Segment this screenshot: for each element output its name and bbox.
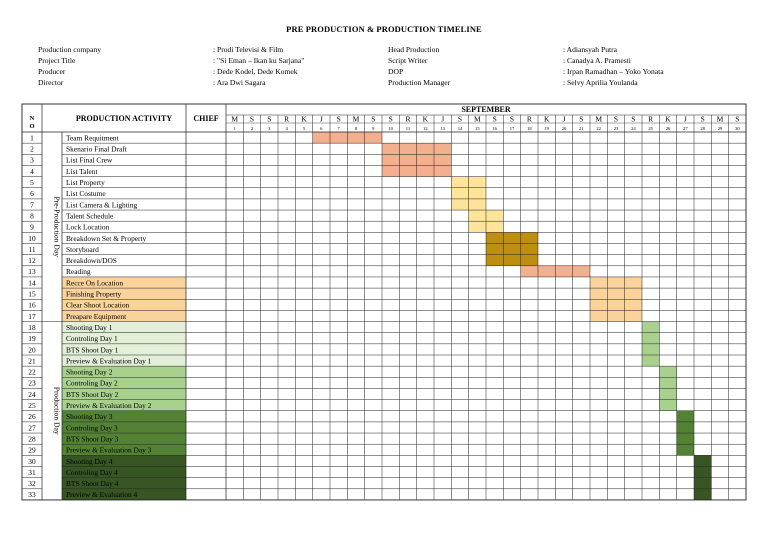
- phase-label-pre-production: Pre-Production Day: [52, 196, 62, 258]
- phase-label-production: Production Day: [52, 386, 62, 435]
- info-value: : Dede Kodel, Dede Komek: [213, 67, 298, 76]
- day-letter: R: [405, 114, 411, 124]
- activity-label: List Talent: [66, 166, 98, 176]
- day-number: 19: [544, 126, 549, 131]
- day-letter: S: [700, 114, 705, 124]
- row-number: 29: [28, 445, 36, 455]
- timeline-bar: [659, 366, 676, 377]
- activity-label: Shooting Day 3: [66, 412, 113, 422]
- day-letter: K: [543, 114, 550, 124]
- row-number: 9: [30, 222, 34, 232]
- day-letter: S: [249, 114, 255, 124]
- row-number: 28: [28, 434, 36, 444]
- activity-label: Storyboard: [66, 244, 99, 254]
- day-number: 1: [233, 126, 236, 131]
- day-number: 3: [268, 126, 271, 131]
- activity-label: Preview & Evaluation Day 3: [66, 445, 152, 455]
- row-number: 21: [28, 356, 36, 366]
- timeline-bar: [659, 400, 676, 411]
- timeline-bar: [659, 377, 676, 388]
- row-number: 31: [28, 467, 36, 477]
- day-letter: R: [284, 114, 290, 124]
- row-number: 33: [28, 490, 36, 500]
- row-number: 27: [28, 423, 36, 433]
- timeline-bar: [694, 489, 711, 500]
- day-letter: S: [509, 114, 515, 124]
- day-number: 23: [613, 126, 619, 131]
- day-number: 15: [475, 126, 480, 131]
- info-value: : Selvy Aprilia Youlanda: [563, 78, 638, 87]
- day-letter: R: [648, 114, 654, 124]
- activity-label: Finishing Property: [66, 289, 122, 299]
- row-number: 20: [28, 345, 36, 355]
- row-number: 4: [30, 166, 34, 176]
- timeline-bar: [677, 444, 694, 455]
- day-letter: J: [562, 114, 566, 124]
- month-header: SEPTEMBER: [461, 105, 511, 114]
- day-number: 11: [405, 126, 411, 131]
- day-number: 16: [492, 126, 497, 131]
- day-letter: S: [735, 114, 740, 124]
- row-number: 15: [28, 289, 36, 299]
- row-number: 11: [28, 244, 36, 254]
- day-letter: S: [267, 114, 272, 124]
- timeline-bar: [694, 478, 711, 489]
- day-number: 4: [285, 126, 288, 131]
- day-number: 9: [372, 126, 375, 131]
- activity-label: BTS Shoot Day 2: [66, 389, 119, 399]
- activity-header: PRODUCTION ACTIVITY: [75, 114, 173, 123]
- day-letter: S: [371, 114, 376, 124]
- day-number: 24: [631, 126, 636, 131]
- timeline-bar: [642, 322, 659, 333]
- row-number: 16: [28, 300, 36, 310]
- day-letter: J: [441, 114, 445, 124]
- day-number: 6: [320, 126, 323, 131]
- activity-label: Preview & Evaluation 4: [66, 490, 138, 500]
- day-number: 14: [457, 126, 463, 131]
- row-number: 23: [28, 378, 36, 388]
- document-title: PRE PRODUCTION & PRODUCTION TIMELINE: [286, 24, 482, 34]
- day-number: 29: [717, 126, 723, 131]
- activity-label: Preapare Equipment: [66, 311, 127, 321]
- activity-label: Team Requitment: [66, 133, 119, 143]
- row-number: 24: [28, 389, 36, 399]
- no-header: O: [29, 123, 35, 130]
- activity-label: Lock Location: [66, 222, 110, 232]
- row-number: 1: [30, 133, 34, 143]
- activity-label: Shooting Day 2: [66, 367, 113, 377]
- row-number: 26: [28, 412, 36, 422]
- day-number: 25: [648, 126, 653, 131]
- day-letter: R: [526, 114, 532, 124]
- day-letter: S: [336, 114, 341, 124]
- row-number: 25: [28, 401, 36, 410]
- day-number: 28: [700, 126, 705, 131]
- row-number: 6: [30, 189, 34, 199]
- timeline-bar: [677, 433, 694, 444]
- row-number: 10: [28, 233, 36, 243]
- activity-label: BTS Shoot Day 4: [66, 479, 119, 489]
- day-number: 27: [683, 126, 688, 131]
- row-number: 32: [28, 479, 36, 489]
- activity-label: List Property: [66, 178, 105, 187]
- activity-label: BTS Shoot Day 1: [66, 345, 119, 355]
- day-letter: M: [231, 114, 239, 124]
- day-letter: K: [665, 114, 671, 124]
- info-label: Production company: [38, 45, 102, 54]
- timeline-bar: [590, 288, 642, 299]
- activity-label: List Costume: [66, 189, 106, 199]
- day-letter: S: [388, 114, 393, 124]
- timeline-bar: [677, 411, 694, 422]
- day-number: 5: [302, 126, 306, 131]
- info-value: : Canadya A. Pramesti: [563, 56, 631, 65]
- row-number: 7: [30, 200, 34, 210]
- info-value: : Irpan Ramadhan – Yoko Yonata: [563, 67, 664, 76]
- row-number: 30: [28, 456, 36, 466]
- timeline-bar: [642, 344, 659, 355]
- day-letter: M: [352, 114, 360, 124]
- day-letter: K: [422, 114, 429, 124]
- timeline-bar: [486, 244, 538, 255]
- day-number: 30: [735, 126, 740, 131]
- timeline-bar: [694, 455, 711, 466]
- timeline-bar: [677, 422, 694, 433]
- row-number: 22: [28, 367, 36, 377]
- day-number: 22: [596, 126, 601, 131]
- row-number: 18: [28, 322, 36, 332]
- activity-label: Skenario Final Draft: [66, 144, 127, 154]
- day-number: 12: [423, 126, 428, 131]
- no-header: N: [29, 115, 35, 122]
- info-label: Head Production: [388, 45, 440, 54]
- day-number: 10: [388, 126, 393, 131]
- activity-label: Shooting Day 4: [66, 456, 113, 466]
- info-label: Project Title: [38, 56, 76, 65]
- activity-label: Controling Day 1: [66, 334, 118, 344]
- activity-label: Controling Day 2: [66, 378, 118, 388]
- row-number: 2: [30, 144, 34, 154]
- info-label: Script Writer: [388, 56, 428, 65]
- timeline-bar: [486, 232, 538, 243]
- activity-label: BTS Shoot Day 3: [66, 434, 119, 444]
- activity-label: Breakdown/DOS: [66, 256, 117, 266]
- activity-label: Reading: [66, 267, 91, 277]
- day-letter: J: [319, 114, 323, 124]
- day-letter: J: [683, 114, 687, 124]
- timeline-bar: [486, 255, 538, 266]
- row-number: 19: [28, 334, 36, 344]
- timeline-bar: [694, 467, 711, 478]
- row-number: 17: [28, 311, 36, 321]
- row-number: 12: [28, 256, 36, 266]
- activity-label: Breakdown Set & Property: [66, 233, 147, 243]
- info-value: : "Si Eman – Ikan ku Sarjana": [213, 56, 305, 65]
- day-number: 2: [250, 126, 254, 131]
- row-number: 13: [28, 267, 36, 277]
- activity-label: Shooting Day 1: [66, 322, 113, 332]
- day-letter: M: [716, 114, 724, 124]
- row-number: 3: [30, 155, 34, 165]
- timeline-bar: [642, 355, 659, 366]
- day-letter: S: [631, 114, 636, 124]
- activity-label: List Camera & Lighting: [66, 200, 138, 210]
- day-letter: M: [595, 114, 603, 124]
- day-letter: S: [613, 114, 619, 124]
- activity-label: Preview & Evaluation Day 1: [66, 356, 152, 366]
- activity-label: List Final Crew: [66, 155, 113, 165]
- day-letter: S: [457, 114, 463, 124]
- day-number: 21: [579, 126, 584, 131]
- day-number: 7: [337, 126, 340, 131]
- day-number: 13: [440, 126, 445, 131]
- activity-label: Clear Shoot Location: [66, 300, 130, 310]
- timeline-bar: [659, 388, 676, 399]
- chief-header: CHIEF: [193, 114, 219, 123]
- day-number: 20: [561, 126, 567, 131]
- info-label: Production Manager: [388, 78, 451, 87]
- activity-label: Preview & Evaluation Day 2: [66, 401, 152, 410]
- info-label: Director: [38, 78, 64, 87]
- row-number: 8: [30, 211, 34, 221]
- activity-label: Controling Day 4: [66, 467, 118, 477]
- row-number: 5: [30, 178, 34, 187]
- day-letter: S: [492, 114, 497, 124]
- info-value: : Adiansyah Putra: [563, 45, 617, 54]
- day-number: 26: [665, 126, 671, 131]
- timeline-bar: [590, 310, 642, 321]
- timeline-bar: [590, 299, 642, 310]
- activity-label: Talent Schedule: [66, 211, 114, 221]
- timeline-bar: [590, 277, 642, 288]
- day-letter: K: [301, 114, 307, 124]
- day-letter: M: [473, 114, 481, 124]
- info-value: : Ara Dwi Sagara: [213, 78, 266, 87]
- info-value: : Prodi Televisi & Film: [213, 45, 284, 54]
- day-number: 8: [354, 126, 358, 131]
- day-number: 17: [509, 126, 515, 131]
- day-number: 18: [527, 126, 532, 131]
- activity-label: Controling Day 3: [66, 423, 118, 433]
- info-label: DOP: [388, 67, 404, 76]
- row-number: 14: [28, 278, 36, 288]
- timeline-bar: [642, 333, 659, 344]
- info-label: Producer: [38, 67, 66, 76]
- day-letter: S: [579, 114, 584, 124]
- activity-label: Recce On Location: [66, 278, 124, 288]
